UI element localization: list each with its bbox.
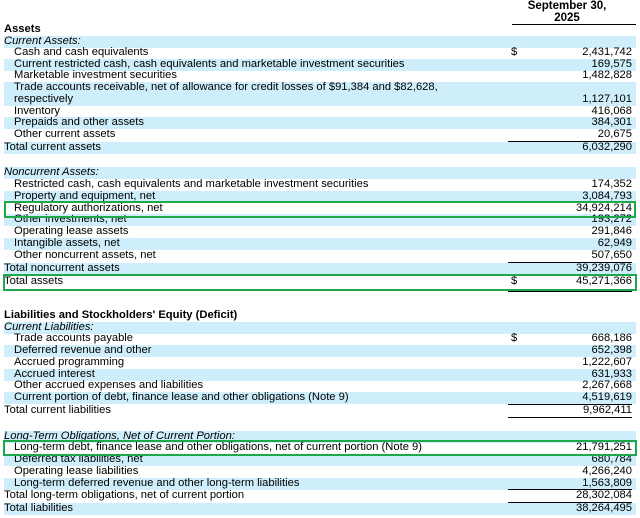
subtotal-rule [508,489,632,490]
row-value: 174,352 [591,178,632,190]
period-line-2: 2025 [554,12,580,24]
total-double-rule [508,289,632,290]
column-header [497,0,637,24]
currency-symbol: $ [511,46,518,58]
row-label: Total noncurrent assets [4,262,120,274]
row-label: Long-term deferred revenue and other long-term liabilities [14,477,300,489]
row-value: 1,222,607 [582,356,632,368]
row-label: Assets [4,23,41,35]
subtotal-rule [508,275,632,276]
subtotal-rule [508,262,632,263]
row-label: Intangible assets, net [14,237,120,249]
row-value: 4,519,619 [582,391,632,403]
row-value: 45,271,366 [576,275,632,287]
row-label: Cash and cash equivalents [14,46,149,58]
row-label: Operating lease liabilities [14,465,139,477]
row-value: 680,784 [591,453,632,465]
statement-row [4,82,636,94]
row-label: Accrued programming [14,356,125,368]
subtotal-rule [508,404,632,405]
row-label: Accrued interest [14,368,95,380]
statement-row [4,357,636,369]
row-label: Current Assets: [4,35,81,47]
row-value: 62,949 [597,237,632,249]
row-label: Total long-term obligations, net of current portion [4,489,245,501]
row-value: 1,482,828 [582,69,632,81]
statement-row [4,24,636,36]
currency-symbol: $ [511,275,518,287]
currency-symbol: $ [511,332,518,344]
row-label: Property and equipment, net [14,190,156,202]
row-label: Other noncurrent assets, net [14,249,156,261]
row-label: Restricted cash, cash equivalents and marketable investment securities [14,178,369,190]
row-value: 3,084,793 [582,190,632,202]
row-label: respectively [14,93,74,105]
row-label: Total current assets [4,141,101,153]
row-label: Other investments, net [14,213,127,225]
row-value: 668,186 [591,332,632,344]
row-value: 28,302,084 [576,489,632,501]
row-label: Noncurrent Assets: [4,166,99,178]
row-value: 1,127,101 [582,93,632,105]
subtotal-rule [508,502,632,503]
row-label: Total assets [4,275,64,287]
row-label: Other current assets [14,128,116,140]
row-label: Marketable investment securities [14,69,177,81]
row-value: 2,267,668 [582,379,632,391]
row-value: 4,266,240 [582,465,632,477]
statement-row [4,276,636,288]
statement-row [4,503,636,515]
period-line-1: September 30, [527,0,607,12]
row-value: 9,962,411 [583,404,632,416]
row-label: Long-Term Obligations, Net of Current Portion: [4,430,235,442]
row-label: Long-term debt, finance lease and other obligations, net of current portion (Note 9) [14,441,422,453]
row-label: Total current liabilities [4,404,111,416]
row-value: 38,264,495 [576,502,632,514]
row-value: 193,272 [591,213,632,225]
statement-row [4,310,636,322]
total-double-rule [508,291,632,292]
row-label: Deferred tax liabilities, net [14,453,143,465]
statement-row [4,405,636,417]
row-label: Inventory [14,105,61,117]
statement-row [4,250,636,262]
row-value: 631,933 [591,368,632,380]
row-value: 20,675 [597,128,632,140]
statement-row [4,263,636,275]
row-label: Trade accounts receivable, net of allowance for credit losses of $91,384 and $82,628, [14,81,438,93]
row-value: 21,791,251 [576,441,632,453]
row-label: Other accrued expenses and liabilities [14,379,204,391]
row-label: Current portion of debt, finance lease and other obligations (Note 9) [14,391,349,403]
row-label: Prepaids and other assets [14,116,144,128]
row-value: 291,846 [591,225,632,237]
row-value: 39,239,076 [576,262,632,274]
row-value: 2,431,742 [582,46,632,58]
row-value: 507,650 [591,249,632,261]
statement-row [4,94,636,106]
statement-row [4,129,636,141]
statement-row [4,490,636,502]
row-label: Total liabilities [4,502,74,514]
row-label: Deferred revenue and other [14,344,152,356]
row-value: 169,575 [591,58,632,70]
statement-row [4,142,636,154]
row-label: Trade accounts payable [14,332,133,344]
row-label: Regulatory authorizations, net [14,202,163,214]
row-label: Operating lease assets [14,225,129,237]
subtotal-rule [508,417,632,418]
row-value: 1,563,809 [582,477,632,489]
row-value: 652,398 [591,344,632,356]
row-value: 6,032,290 [582,141,632,153]
row-value: 34,924,214 [576,202,632,214]
statement-row [4,392,636,404]
row-value: 384,301 [591,116,632,128]
row-label: Liabilities and Stockholders' Equity (Deficit) [4,309,238,321]
row-label: Current Liabilities: [4,321,94,333]
row-value: 416,068 [591,105,632,117]
subtotal-rule [508,141,632,142]
row-label: Current restricted cash, cash equivalents and marketable investment securities [14,58,405,70]
